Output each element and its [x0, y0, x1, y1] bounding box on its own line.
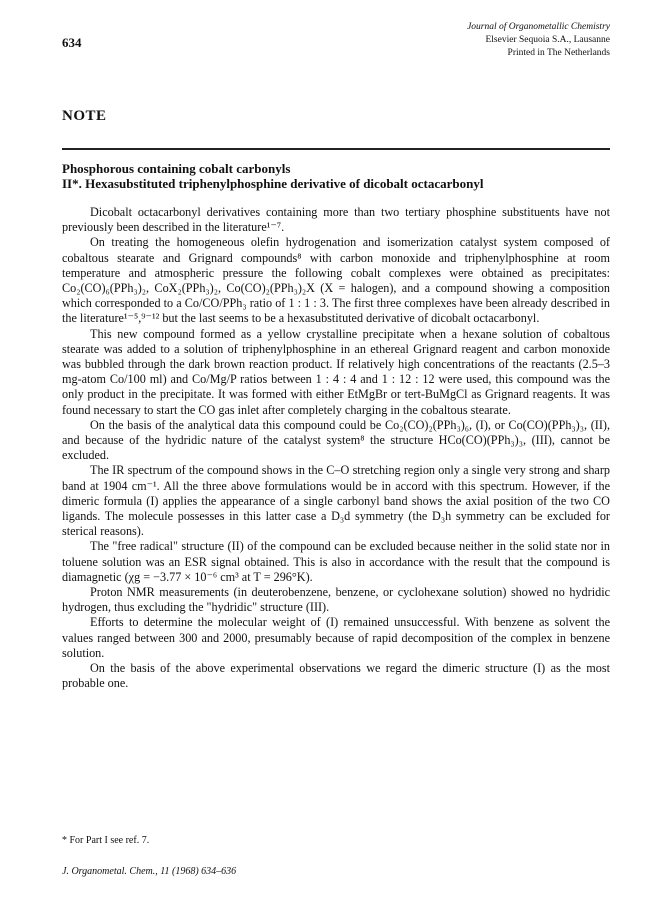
paragraph: Dicobalt octacarbonyl derivatives containing more than two tertiary phosphine substituents have not previously been described in the literature¹⁻⁷.: [62, 205, 610, 235]
printed-location: Printed in The Netherlands: [507, 48, 610, 58]
paragraph: On treating the homogeneous olefin hydrogenation and isomerization catalyst system composed of cobaltous stearate and Grignard compounds⁸ with carbon monoxide and triphenylphosphine at room temperature and atmospheric pressure the following cobalt complexes were obtained as precipitates: Co₂(CO)₆(PPh₃)₂, CoX₂(PPh₃)₂, Co(CO)₂(PPh₃)₂X (X = halogen), and a compound showing a composition which corresponded to a Co/CO/PPh₃ ratio of 1 : 1 : 3. The first three complexes have been already described in the literature¹⁻⁵,⁹⁻¹² but the last seems to be a hexasubstituted derivative of dicobalt octacarbonyl.: [62, 235, 610, 326]
journal-info: [467, 21, 610, 60]
article-body: [62, 205, 610, 692]
section-label: NOTE: [62, 108, 107, 124]
title-line-1: Phosphorous containing cobalt carbonyls: [62, 161, 291, 176]
page-number: 634: [62, 35, 82, 50]
journal-citation: J. Organometal. Chem., 11 (1968) 634–636: [62, 866, 237, 877]
paragraph: Proton NMR measurements (in deuterobenzene, benzene, or cyclohexane solution) showed no hydridic hydrogen, thus excluding the "hydridic" structure (III).: [62, 585, 610, 615]
paragraph: The "free radical" structure (II) of the compound can be excluded because neither in the solid state nor in toluene solution was an ESR signal obtained. This is also in accordance with the result that the compound is diamagnetic (χg = −3.77 × 10⁻⁶ cm³ at T = 296°K).: [62, 539, 610, 584]
title-rule: [62, 148, 610, 150]
article-title: [62, 161, 610, 191]
title-line-2: II*. Hexasubstituted triphenylphosphine derivative of dicobalt octacarbonyl: [62, 176, 484, 191]
paragraph: On the basis of the analytical data this compound could be Co₂(CO)₂(PPh₃)₆, (I), or Co(CO)(PPh₃)₃, (II), and because of the hydridic nature of the catalyst system⁸ the structure HCo(CO)(PPh₃)₃, (III), cannot be excluded.: [62, 417, 610, 463]
paragraph: The IR spectrum of the compound shows in the C–O stretching region only a single very strong and sharp band at 1904 cm⁻¹. All the three above formulations would be in accord with this spectrum. However, if the dimeric formula (I) applies the appearance of a single carbonyl band shows the axial position of the two CO ligands. The molecule possesses in this latter case a D₃d symmetry (the D₃h symmetry can be excluded for sterical reasons).: [62, 463, 610, 539]
footnote: * For Part I see ref. 7.: [62, 835, 150, 846]
paragraph: Efforts to determine the molecular weight of (I) remained unsuccessful. With benzene as solvent the values ranged between 300 and 2000, presumably because of rapid decomposition of the complex in benzene solution.: [62, 615, 610, 660]
paragraph: On the basis of the above experimental observations we regard the dimeric structure (I) as the most probable one.: [62, 661, 610, 691]
paragraph: This new compound formed as a yellow crystalline precipitate when a hexane solution of cobaltous stearate was added to a solution of triphenylphosphine in an ethereal Grignard reagent and carbon monoxide was bubbled through the dark brown reaction product. If relatively high concentrations of the reactants (2.5–3 mg-atom Co/100 ml) and Co/Mg/P ratios between 1 : 4 : 4 and 1 : 12 : 12 were used, this compound was the only product in the precipitate. It was formed with either EtMgBr or tert-BuMgCl as Grignard reagents. It was found necessary to start the CO gas inlet after completely charging in the cobaltous stearate.: [62, 326, 610, 417]
publisher: Elsevier Sequoia S.A., Lausanne: [485, 35, 610, 45]
journal-name: Journal of Organometallic Chemistry: [467, 22, 610, 32]
